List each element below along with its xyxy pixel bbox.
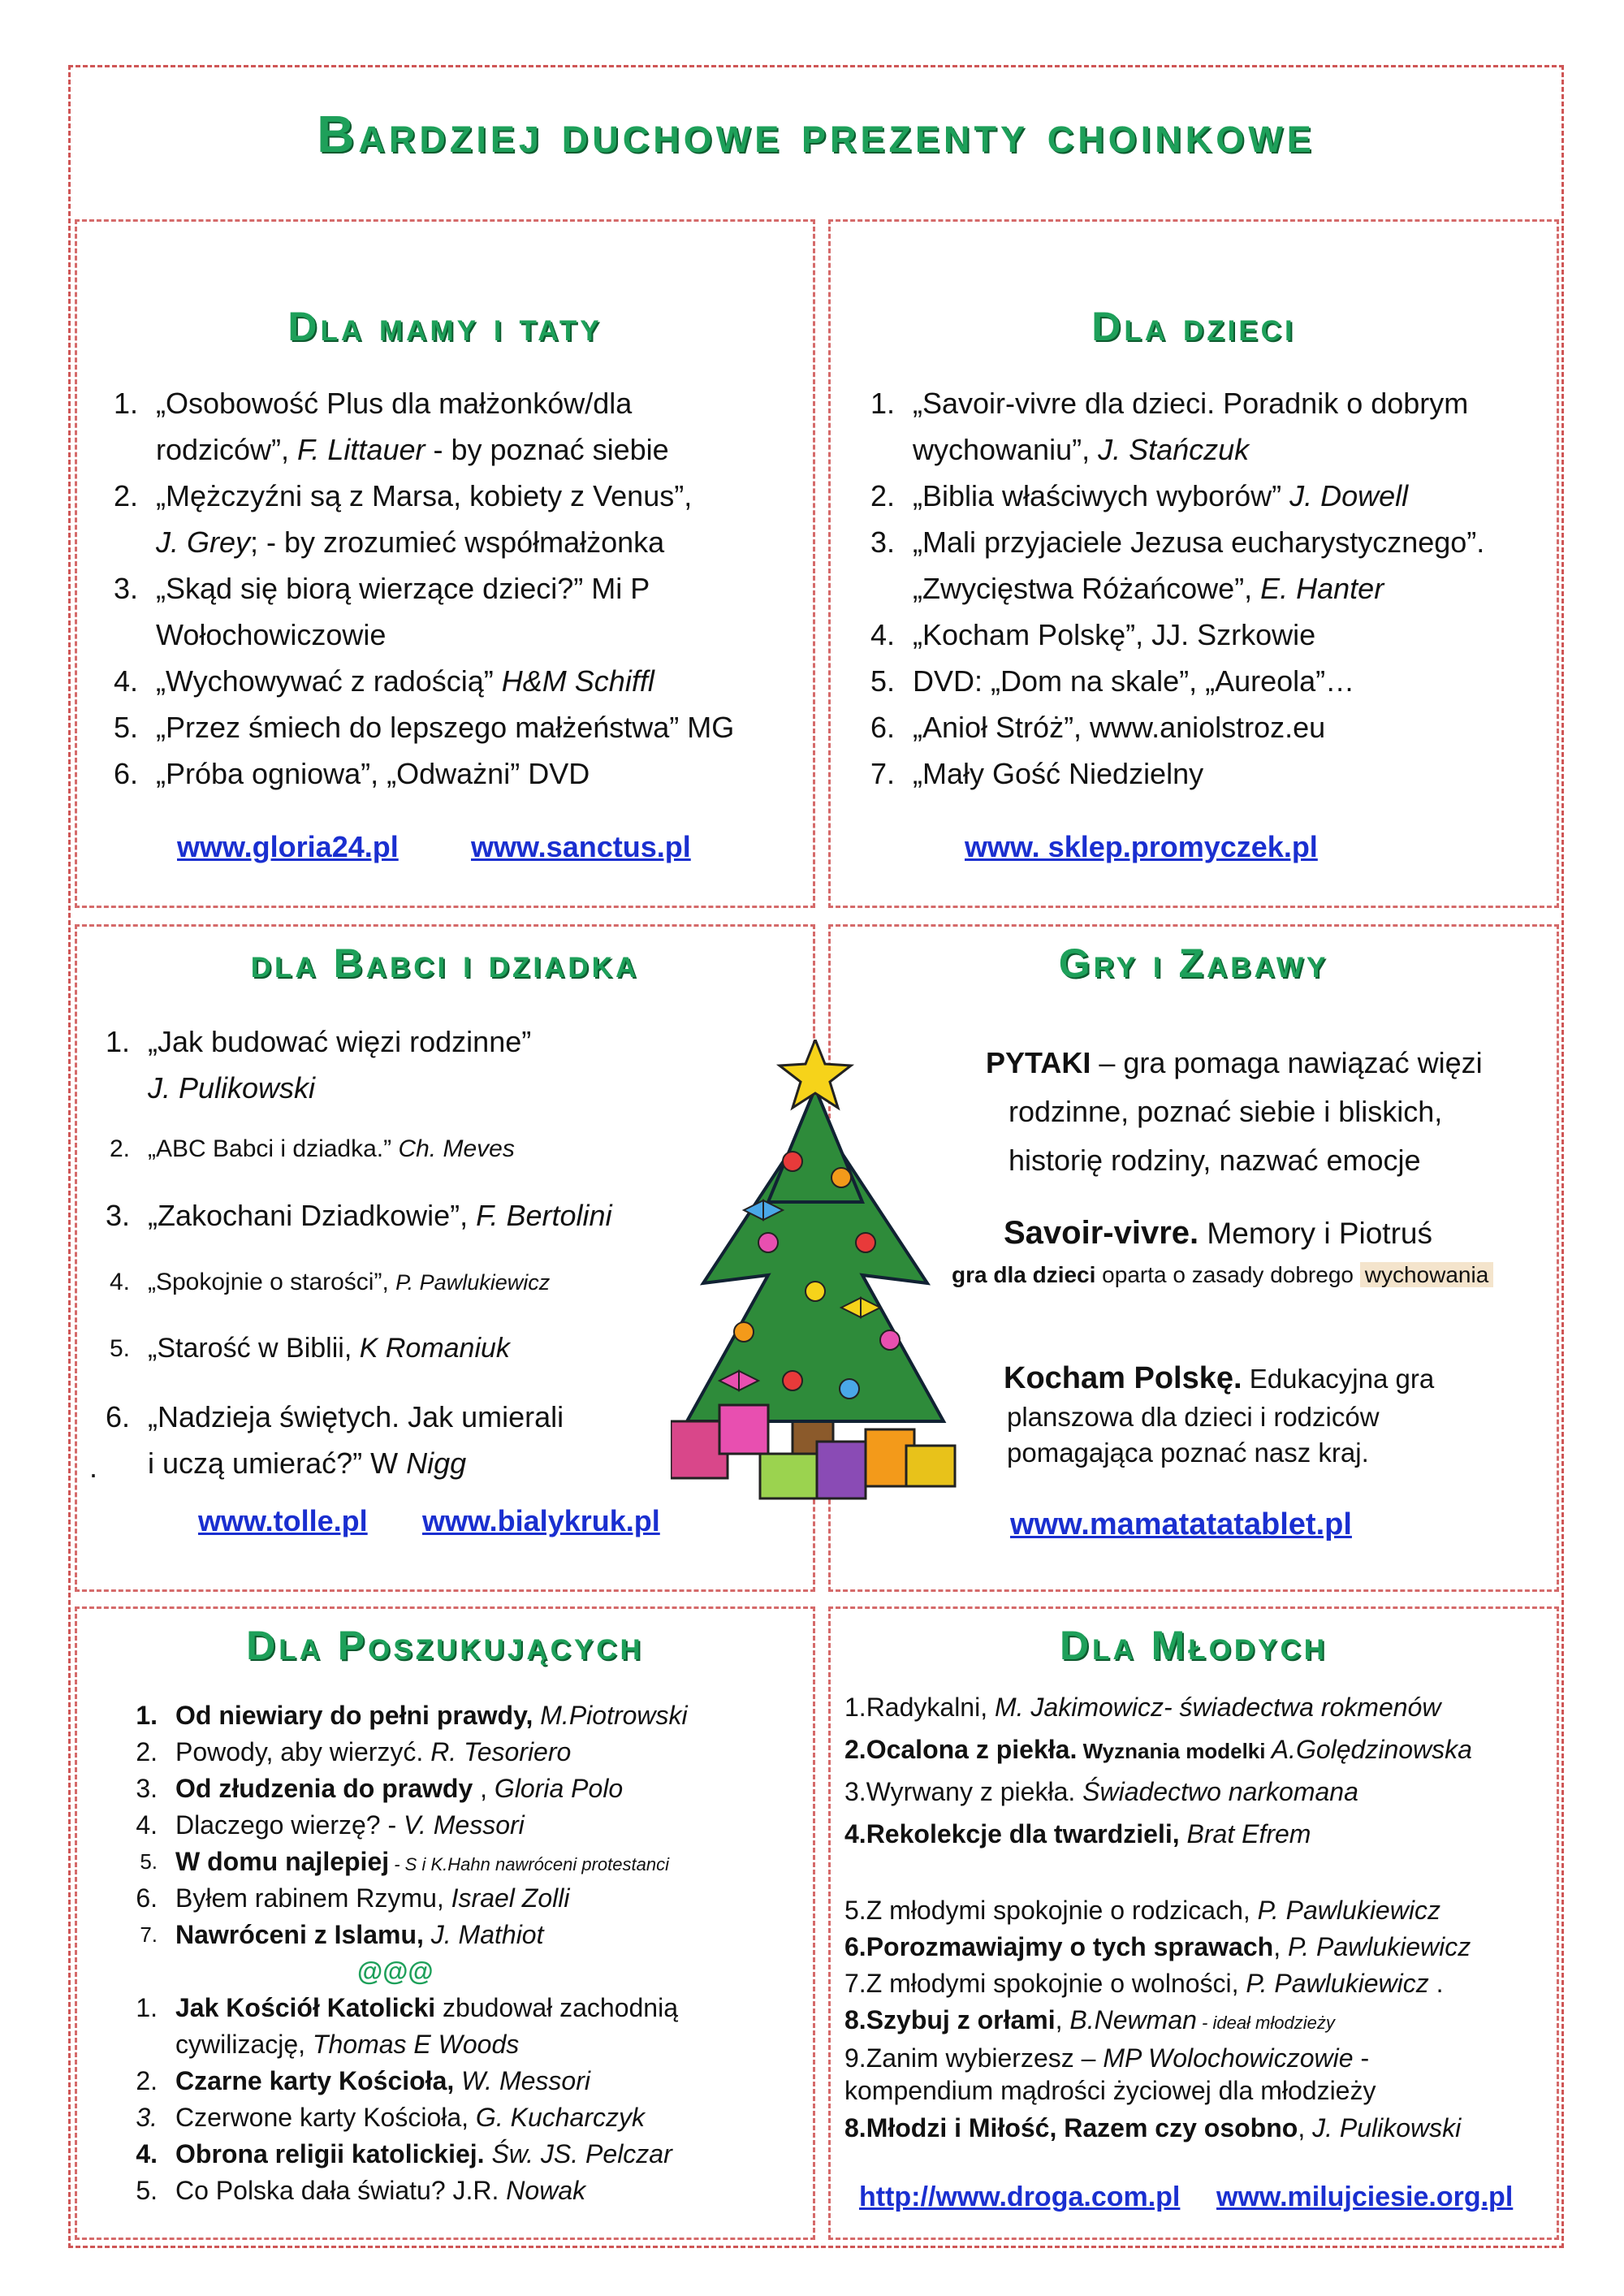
page-title: Bardziej duchowe prezenty choinkowe [317, 105, 1315, 163]
list-item: 1. Od niewiary do pełni prawdy, M.Piotrowski [136, 1701, 688, 1730]
list-item: 3. „Zakochani Dziadkowie”, F. Bertolini [105, 1199, 612, 1232]
list-item: 5. „Przez śmiech do lepszego małżeństwa” MG [113, 711, 735, 744]
list-item: 4. „Kocham Polskę”, JJ. Szrkowie [870, 618, 1316, 651]
list-item: 1. „Jak budować więzi rodzinne” J. Pulikowski [105, 1025, 532, 1105]
list-item: 5. Co Polska dała światu? J.R. Nowak [136, 2176, 586, 2205]
list-item: 5. DVD: „Dom na skale”, „Aureola”… [870, 664, 1355, 698]
list-item: 4. „Wychowywać z radością” H&M Schiffl [113, 664, 654, 698]
separator-ats: @@@ [357, 1957, 434, 1986]
list-item: 5.Z młodymi spokojnie o rodzicach, P. Pawlukiewicz [844, 1896, 1440, 1925]
link-tolle[interactable]: www.tolle.pl [198, 1504, 368, 1537]
savoir-vivre-desc: gra dla dzieci oparta o zasady dobrego wychowania [952, 1257, 1493, 1293]
christmas-tree-icon [671, 1040, 960, 1511]
list-item: 6. „Próba ogniowa”, „Odważni” DVD [113, 757, 590, 790]
list-item: 2. „Biblia właściwych wyborów” J. Dowell [870, 479, 1409, 512]
panel-heading: Gry i Zabawy [1058, 940, 1329, 986]
list-item: 3. Od złudzenia do prawdy , Gloria Polo [136, 1774, 624, 1803]
list-item: 4.Rekolekcje dla twardzieli, Brat Efrem [844, 1819, 1311, 1848]
link-sanctus[interactable]: www.sanctus.pl [471, 830, 691, 863]
stray-dot: . [89, 1451, 98, 1484]
list-item: 1. „Savoir-vivre dla dzieci. Poradnik o dobrym wychowaniu”, J. Stańczuk [870, 387, 1469, 466]
list-item: kompendium mądrości życiowej dla młodzieży [844, 2076, 1376, 2105]
list-item: 8.Szybuj z orłami, B.Newman - ideał młodzieży [844, 2005, 1335, 2034]
list-item: 3. Czerwone karty Kościoła, G. Kucharczyk [136, 2103, 645, 2132]
list-item: 8.Młodzi i Miłość, Razem czy osobno, J. Pulikowski [844, 2113, 1462, 2143]
pytaki-line-3: historię rodziny, nazwać emocje [1009, 1144, 1421, 1177]
panel-heading: Dla Poszukujących [246, 1623, 644, 1668]
list-item: 1. „Osobowość Plus dla małżonków/dla rodziców”, F. Littauer - by poznać siebie [113, 387, 669, 466]
kocham-polske-line: Kocham Polskę. Edukacyjna gra [1004, 1361, 1435, 1395]
pytaki-line: PYTAKI – gra pomaga nawiązać więzi [986, 1046, 1483, 1079]
list-item: 5. „Starość w Biblii, K Romaniuk [109, 1333, 510, 1364]
list-item: 3. „Skąd się biorą wierzące dzieci?” Mi P Wołochowiczowie [113, 572, 650, 651]
list-item: 4. Obrona religii katolickiej. Św. JS. Pelczar [136, 2139, 672, 2168]
link-bialykruk[interactable]: www.bialykruk.pl [422, 1504, 660, 1537]
pytaki-line-2: rodzinne, poznać siebie i bliskich, [1009, 1095, 1443, 1128]
list-item: 1.Radykalni, M. Jakimowicz- świadectwa rokmenów [844, 1693, 1441, 1722]
kocham-polske-line-3: pomagająca poznać nasz kraj. [1007, 1438, 1369, 1468]
link-droga[interactable]: http://www.droga.com.pl [859, 2181, 1181, 2212]
link-mamatatatablet[interactable]: www.mamatatatablet.pl [1010, 1507, 1352, 1541]
panel-heading: Dla mamy i taty [287, 304, 603, 349]
link-milujciesie[interactable]: www.milujciesie.org.pl [1216, 2181, 1514, 2212]
link-promyczek[interactable]: www. sklep.promyczek.pl [965, 830, 1318, 863]
savoir-vivre-line: Savoir-vivre. Memory i Piotruś [1004, 1215, 1432, 1251]
list-item: 4. Dlaczego wierzę? - V. Messori [136, 1810, 525, 1840]
list-item: 2. Czarne karty Kościoła, W. Messori [136, 2066, 590, 2095]
panel-heading: dla Babci i dziadka [250, 940, 640, 986]
list-item: 2. „ABC Babci i dziadka.” Ch. Meves [109, 1135, 515, 1162]
list-item: 6. Byłem rabinem Rzymu, Israel Zolli [136, 1883, 570, 1913]
list-item: 6. „Anioł Stróż”, www.aniolstroz.eu [870, 711, 1326, 744]
list-item: 5. W domu najlepiej - S i K.Hahn nawróceni protestanci [140, 1847, 669, 1876]
list-item: 1. Jak Kościół Katolicki zbudował zachodnią cywilizację, Thomas E Woods [136, 1993, 678, 2059]
list-item: 7. „Mały Gość Niedzielny [870, 757, 1204, 790]
list-item: 6.Porozmawiajmy o tych sprawach, P. Pawlukiewicz [844, 1932, 1471, 1961]
list-item: 3. „Mali przyjaciele Jezusa eucharystycznego”. „Zwycięstwa Różańcowe”, E. Hanter [870, 525, 1485, 605]
list-item: 7. Nawróceni z Islamu, J. Mathiot [140, 1920, 544, 1949]
list-item: 4. „Spokojnie o starości”, P. Pawlukiewicz [109, 1269, 551, 1295]
list-item: 7.Z młodymi spokojnie o wolności, P. Pawlukiewicz . [844, 1969, 1444, 1998]
list-item: 3.Wyrwany z piekła. Świadectwo narkomana [844, 1777, 1358, 1806]
panel-heading: Dla dzieci [1091, 304, 1296, 349]
list-item: 9.Zanim wybierzesz – MP Wolochowiczowie - [844, 2043, 1370, 2073]
list-item: 2.Ocalona z piekła. Wyznania modelki A.Golędzinowska [844, 1735, 1472, 1764]
list-item: 2. „Mężczyźni są z Marsa, kobiety z Venus”, J. Grey; - by zrozumieć współmałżonka [113, 479, 693, 559]
panel-heading: Dla Młodych [1059, 1623, 1328, 1668]
kocham-polske-line-2: planszowa dla dzieci i rodziców [1007, 1402, 1380, 1432]
list-item: 2. Powody, aby wierzyć. R. Tesoriero [136, 1737, 572, 1766]
link-gloria24[interactable]: www.gloria24.pl [177, 830, 399, 863]
list-item: 6. „Nadzieja świętych. Jak umierali i uczą umierać?” W Nigg [105, 1400, 564, 1480]
